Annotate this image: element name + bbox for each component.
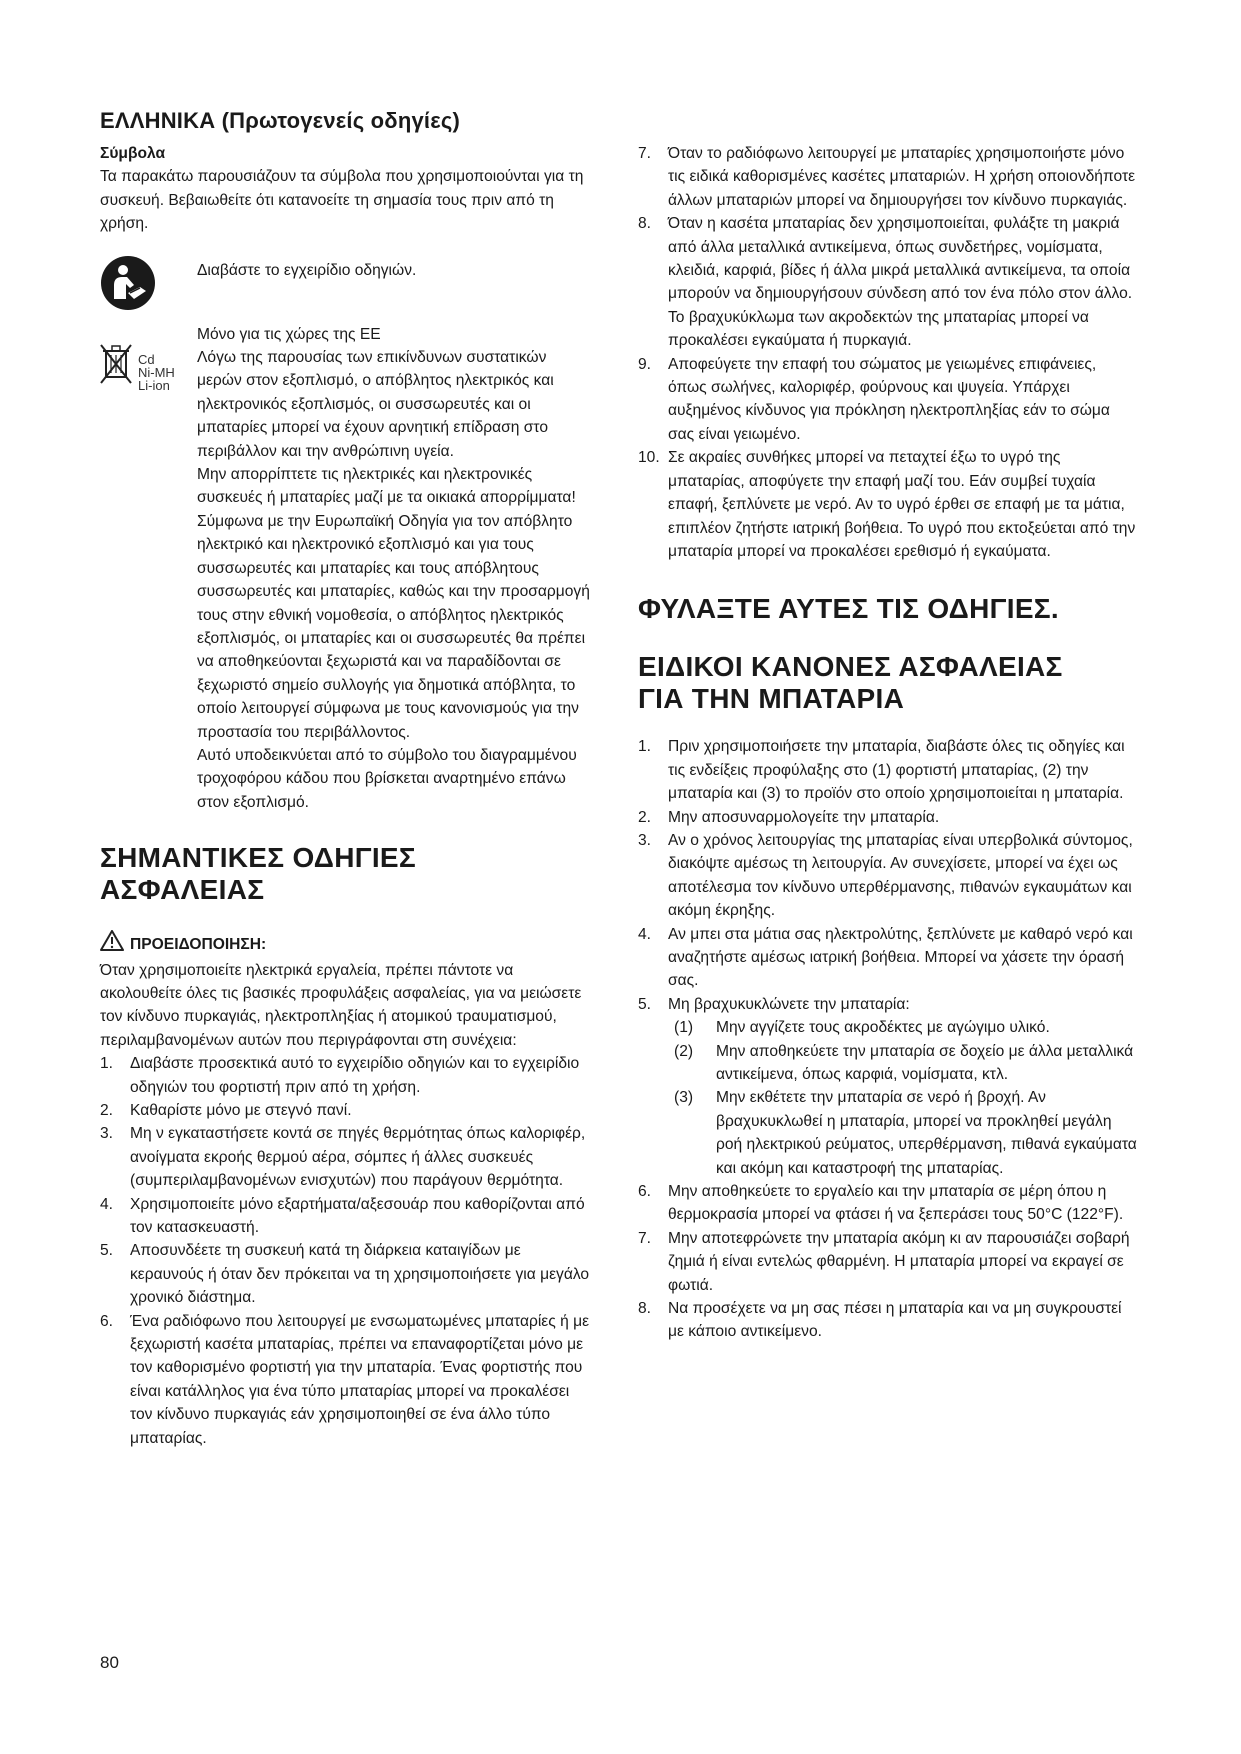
item-number: 10.: [638, 449, 660, 467]
sub-item-text: Μην εκθέτετε την μπαταρία σε νερό ή βροχή. Αν βραχυκυκλωθεί η μπαταρία, μπορεί να προκληθεί μεγάλη ροή ηλεκτρικού ρεύματος, υπερθέρμανση, πιθανά εγκαύματα και ακόμη και καταστροφή της μπαταρίας.: [716, 1089, 1137, 1177]
item-number: 8.: [638, 1300, 652, 1318]
item-text: Μη ν εγκαταστήσετε κοντά σε πηγές θερμότητας όπως καλοριφέρ, ανοίγματα εκροής θερμού αέρα, σόμπες ή άλλες συσκευές (συμπεριλαμβανομένων ενισχυτών) που παράγουν θερμότητα.: [130, 1125, 586, 1190]
list-item: [638, 353, 1138, 447]
sub-item-text: Μην αποθηκεύετε την μπαταρία σε δοχείο με άλλα μεταλλικά αντικείμενα, όπως καρφιά, νομίσματα, κτλ.: [716, 1042, 1134, 1083]
symbols-intro: Τα παρακάτω παρουσιάζουν τα σύμβολα που χρησιμοποιούνται για τη συσκευή. Βεβαιωθείτε ότι κατανοείτε τη σημασία τους πριν από τη χρήση.: [100, 168, 584, 233]
list-item: [100, 1099, 595, 1122]
item-number: 4.: [100, 1195, 114, 1213]
battery-sub-list: [638, 1016, 1138, 1180]
list-item: [638, 142, 1138, 212]
item-text: Όταν η κασέτα μπαταρίας δεν χρησιμοποιείται, φυλάξτε τη μακριά από άλλα μεταλλικά αντικείμενα, όπως συνδετήρες, νομίσματα, κλειδιά, καρφιά, βίδες ή άλλα μικρά μεταλλικά αντικείμενα, τα οποία μπορούν να δημιουργήσουν σύνδεση από τον ένα πόλο στον άλλο. Το βραχυκύκλωμα των ακροδεκτών της μπαταρίας μπορεί να προκαλέσει εγκαύματα ή πυρκαγιά.: [668, 215, 1133, 350]
item-text: Όταν το ραδιόφωνο λειτουργεί με μπαταρίες χρησιμοποιήστε μόνο τις ειδικά καθορισμένες κασέτες μπαταριών. Η χρήση οποιονδήποτε άλλων μπαταριών μπορεί να δημιουργήσει τον κίνδυνο πυρκαγιάς.: [668, 145, 1136, 209]
read-manual-text: Διαβάστε το εγχειρίδιο οδηγιών.: [197, 261, 417, 279]
list-item: [100, 1122, 595, 1192]
important-list: [100, 1052, 595, 1450]
bin-label-cd: Cd: [138, 351, 155, 367]
list-item: [100, 1310, 595, 1450]
list-item: [638, 829, 1138, 923]
crossed-bin-icon: [100, 343, 132, 392]
item-text: Ένα ραδιόφωνο που λειτουργεί με ενσωματωμένες μπαταρίες ή με ξεχωριστή κασέτα μπαταρίας, πρέπει να επαναφορτίζεται μόνο με τον καθορισμένο φορτιστή για την μπαταρία. Ένας φορτιστής που είναι κατάλληλος για ένα τύπο μπαταρίας μπορεί να προκαλέσει τον κίνδυνο πυρκαγιάς εάν χρησιμοποιηθεί σε ένα άλλο τύπο μπαταρίας.: [130, 1312, 590, 1447]
eu-symbol-row: [100, 323, 595, 815]
item-text: Αν ο χρόνος λειτουργίας της μπαταρίας είναι υπερβολικά σύντομος, διακόψτε αμέσως τη λειτουργία. Αν συνεχίσετε, μπορεί να έχει ως αποτέλεσμα τον κίνδυνο υπερθέρμανσης, πιθανών εγκαυμάτων και ακόμη έκρηξης.: [668, 831, 1133, 920]
item-number: 3.: [638, 831, 652, 849]
item-number: 2.: [638, 808, 652, 826]
list-item: [100, 1193, 595, 1240]
list-item: [638, 923, 1138, 993]
list-item: [638, 993, 1138, 1016]
item-text: Καθαρίστε μόνο με στεγνό πανί.: [130, 1102, 352, 1119]
manual-symbol-row: [100, 259, 595, 319]
item-number: 7.: [638, 145, 652, 162]
left-column: [100, 142, 595, 1450]
sub-list-item: [638, 1086, 1138, 1180]
item-text: Σε ακραίες συνθήκες μπορεί να πεταχτεί έξω το υγρό της μπαταρίας, αποφύγετε την επαφή μαζί του. Εάν συμβεί τυχαία επαφή, ξεπλύνετε με νερό. Αν το υγρό έρθει σε επαφή με τα μάτια, επιπλέον ζητήστε ιατρική βοήθεια. Το υγρό που εκτοξεύεται από την μπαταρία μπορεί να προκαλέσει ερεθισμό ή εγκαύματα.: [668, 449, 1136, 560]
item-text: Να προσέχετε να μη σας πέσει η μπαταρία και να μη συγκρουστεί με κάποιο αντικείμενο.: [668, 1300, 1122, 1341]
item-number: 5.: [100, 1242, 114, 1260]
eu-paragraph: Αυτό υποδεικνύεται από το σύμβολο του διαγραμμένου τροχοφόρου κάδου που βρίσκεται αναρτημένο επάνω στον εξοπλισμό.: [197, 746, 577, 811]
bin-label-liion: Li-ion: [138, 377, 170, 393]
warning-triangle-icon: [100, 930, 124, 958]
item-text: Χρησιμοποιείτε μόνο εξαρτήματα/αξεσουάρ που καθορίζονται από τον κατασκευαστή.: [130, 1195, 585, 1237]
item-text: Πριν χρησιμοποιήσετε την μπαταρία, διαβάστε όλες τις οδηγίες και τις ενδείξεις προφύλαξης στο (1) φορτιστή μπαταρίας, (2) την μπαταρία και (3) το προϊόν στο οποίο χρησιμοποιείται η μπαταρία.: [668, 738, 1125, 803]
right-column: [638, 142, 1138, 1344]
item-number: 5.: [638, 995, 652, 1013]
save-instructions-heading: ΦΥΛΑΞΤΕ ΑΥΤΕΣ ΤΙΣ ΟΔΗΓΙΕΣ.: [638, 593, 1059, 625]
read-manual-icon: [100, 255, 156, 318]
item-number: 1.: [638, 738, 652, 756]
important-heading: ΣΗΜΑΝΤΙΚΕΣ ΟΔΗΓΙΕΣ ΑΣΦΑΛΕΙΑΣ: [100, 842, 417, 906]
list-item: [638, 735, 1138, 805]
sub-item-number: (1): [674, 1019, 694, 1037]
list-item: [638, 446, 1138, 563]
page-number: 80: [100, 1653, 119, 1672]
eu-paragraph: Μόνο για τις χώρες της ΕΕ: [197, 325, 381, 343]
list-item: [638, 212, 1138, 352]
bin-labels: [138, 353, 175, 392]
sub-item-text: Μην αγγίζετε τους ακροδέκτες με αγώγιμο υλικό.: [716, 1019, 1050, 1037]
item-text: Αν μπει στα μάτια σας ηλεκτρολύτης, ξεπλύνετε με καθαρό νερό και αναζητήστε αμέσως ιατρική βοήθεια. Μπορεί να χάσετε την όρασή σας.: [668, 925, 1133, 990]
item-number: 7.: [638, 1229, 652, 1247]
item-text: Μη βραχυκυκλώνετε την μπαταρία:: [668, 995, 910, 1013]
list-item: [638, 1227, 1138, 1297]
eu-paragraph: Σύμφωνα με την Ευρωπαϊκή Οδηγία για τον απόβλητο ηλεκτρικό και ηλεκτρονικό εξοπλισμό και για τους συσσωρευτές και μπαταρίες και τους απόβλητους συσσωρευτές και μπαταρίες, καθώς και την προσαρμογή τους στην εθνική νομοθεσία, ο απόβλητος ηλεκτρικός εξοπλισμός, οι μπαταρίες και οι συσσωρευτές θα πρέπει να αποθηκεύονται ξεχωριστά και να παραδίδονται σε ξεχωριστό σημείο συλλογής για δημοτικά απόβλητα, το οποίο λειτουργεί σύμφωνα με τους κανονισμούς για την προστασία του περιβάλλοντος.: [197, 512, 590, 741]
item-number: 2.: [100, 1102, 114, 1119]
sub-item-number: (3): [674, 1089, 694, 1107]
symbols-heading: Σύμβολα: [100, 145, 166, 162]
battery-list-continued: [638, 1180, 1138, 1344]
eu-disposal-text: [197, 323, 595, 815]
warning-text: Όταν χρησιμοποιείτε ηλεκτρικά εργαλεία, πρέπει πάντοτε να ακολουθείτε όλες τις βασικές προφυλάξεις ασφαλείας, για να μειώσετε τον κίνδυνο πυρκαγιάς, ηλεκτροπληξίας ή ατομικού τραυματισμού, περιλαμβανομένων αυτών που περιγράφονται στη συνέχεια:: [100, 961, 582, 1049]
item-text: Μην αποθηκεύετε το εργαλείο και την μπαταρία σε μέρη όπου η θερμοκρασία μπορεί να φτάσει ή να ξεπεράσει τους 50°C (122°F).: [668, 1183, 1124, 1224]
item-number: 1.: [100, 1055, 114, 1073]
sub-item-number: (2): [674, 1042, 694, 1060]
item-number: 6.: [100, 1312, 114, 1330]
list-item: [100, 1052, 595, 1099]
sub-list-item: [638, 1040, 1138, 1087]
important-list-continued: [638, 142, 1138, 563]
item-number: 8.: [638, 215, 652, 233]
battery-list: [638, 735, 1138, 1016]
list-item: [100, 1239, 595, 1309]
battery-heading: ΕΙΔΙΚΟΙ ΚΑΝΟΝΕΣ ΑΣΦΑΛΕΙΑΣ ΓΙΑ ΤΗΝ ΜΠΑΤΑΡΙΑ: [638, 651, 1063, 715]
list-item: [638, 1297, 1138, 1344]
item-text: Μην αποτεφρώνετε την μπαταρία ακόμη κι αν παρουσιάζει σοβαρή ζημιά ή είναι εντελώς φθαρμένη. Η μπαταρία μπορεί να εκραγεί σε φωτιά.: [668, 1229, 1130, 1294]
list-item: [638, 1180, 1138, 1227]
item-text: Αποσυνδέετε τη συσκευή κατά τη διάρκεια καταιγίδων με κεραυνούς ή όταν δεν πρόκειται να τη χρησιμοποιήσετε για μεγάλο χρονικό διάστημα.: [130, 1242, 590, 1307]
item-text: Μην αποσυναρμολογείτε την μπαταρία.: [668, 808, 940, 826]
page-title: ΕΛΛΗΝΙΚΑ (Πρωτογενείς οδηγίες): [100, 108, 461, 133]
item-text: Αποφεύγετε την επαφή του σώματος με γειωμένες επιφάνειες, όπως σωλήνες, καλοριφέρ, φούρνους και ψυγεία. Υπάρχει αυξημένος κίνδυνος για πρόκληση ηλεκτροπληξίας εάν το σώμα σας είναι γειωμένο.: [668, 355, 1110, 443]
warning-label: ΠΡΟΕΙΔΟΠΟΙΗΣΗ:: [130, 935, 267, 953]
eu-paragraph: Μην απορρίπτετε τις ηλεκτρικές και ηλεκτρονικές συσκευές ή μπαταρίες μαζί με τα οικιακά απορρίμματα!: [197, 466, 576, 507]
eu-paragraph: Λόγω της παρουσίας των επικίνδυνων συστατικών μερών στον εξοπλισμό, ο απόβλητος ηλεκτρικός και ηλεκτρονικός εξοπλισμός, οι συσσωρευτές και οι μπαταρίες μπορεί να έχουν αρνητική επίδραση στο περιβάλλον και την ανθρώπινη υγεία.: [197, 349, 554, 460]
item-number: 3.: [100, 1125, 114, 1143]
bin-label-nimh: Ni-MH: [138, 364, 175, 380]
sub-list-item: [638, 1016, 1138, 1039]
item-text: Διαβάστε προσεκτικά αυτό το εγχειρίδιο οδηγιών και το εγχειρίδιο οδηγιών του φορτιστή πριν από τη χρήση.: [130, 1055, 580, 1096]
list-item: [638, 806, 1138, 829]
item-number: 6.: [638, 1183, 652, 1201]
item-number: 4.: [638, 925, 652, 943]
item-number: 9.: [638, 355, 652, 373]
warning-row: [100, 930, 595, 958]
